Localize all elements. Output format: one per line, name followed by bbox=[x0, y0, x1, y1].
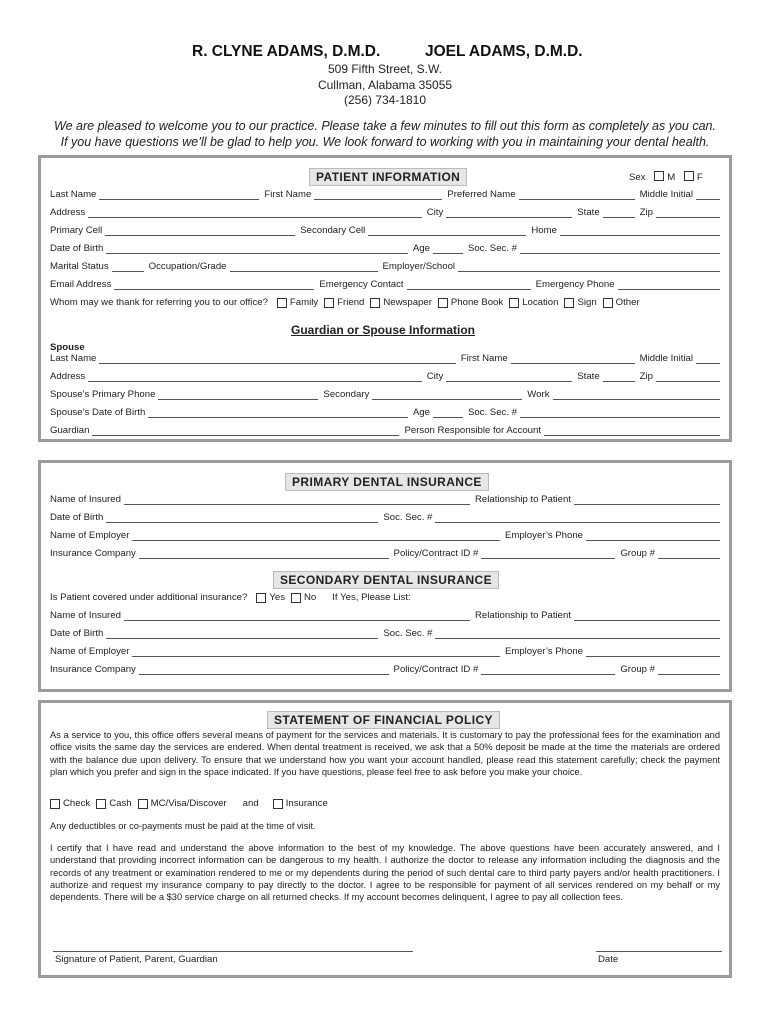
emergency-contact-field[interactable] bbox=[407, 280, 531, 290]
secondary-employer-field[interactable] bbox=[132, 647, 500, 657]
primary-ssn-label: Soc. Sec. # bbox=[383, 512, 433, 523]
patient-info-section bbox=[38, 155, 732, 442]
primary-employer-label: Name of Employer bbox=[50, 530, 130, 541]
pay-card[interactable]: MC/Visa/Discover bbox=[132, 797, 227, 811]
city-label: City bbox=[426, 207, 444, 218]
last-name-field[interactable] bbox=[99, 190, 259, 200]
spouse-age-field[interactable] bbox=[433, 408, 463, 418]
primary-cell-field[interactable] bbox=[105, 226, 295, 236]
welcome-message bbox=[0, 118, 770, 150]
first-name-field[interactable] bbox=[314, 190, 442, 200]
primary-relationship-label: Relationship to Patient bbox=[475, 494, 571, 505]
checkbox-icon[interactable] bbox=[370, 298, 380, 308]
spouse-secondary-field[interactable] bbox=[372, 390, 522, 400]
checkbox-icon[interactable] bbox=[256, 593, 266, 603]
referral-family[interactable]: Family bbox=[271, 296, 318, 310]
checkbox-icon[interactable] bbox=[324, 298, 334, 308]
ssn-field[interactable] bbox=[520, 244, 720, 254]
sex-m-checkbox[interactable] bbox=[654, 171, 664, 181]
patient-info-title: PATIENT INFORMATION bbox=[309, 168, 467, 186]
welcome-line-2: If you have questions we’ll be glad to help you. We look forward to working with you in maintaining your dental health. bbox=[60, 135, 710, 149]
spouse-state-label: State bbox=[577, 371, 600, 382]
row-secondary-dob bbox=[50, 627, 720, 641]
secondary-employer-phone-field[interactable] bbox=[586, 647, 720, 657]
row-primary-dob bbox=[50, 511, 720, 525]
dentist-name-2: JOEL ADAMS, D.M.D. bbox=[425, 43, 583, 60]
referral-question: Whom may we thank for referring you to our office? bbox=[50, 297, 268, 308]
checkbox-icon[interactable] bbox=[96, 799, 106, 809]
pay-cash[interactable]: Cash bbox=[90, 797, 131, 811]
spouse-zip-label: Zip bbox=[639, 371, 653, 382]
if-yes-label: If Yes, Please List: bbox=[332, 592, 411, 603]
street-address: 509 Fifth Street, S.W. bbox=[327, 62, 443, 76]
checkbox-icon[interactable] bbox=[564, 298, 574, 308]
marital-status-label: Marital Status bbox=[50, 261, 109, 272]
row-dob bbox=[50, 242, 720, 256]
row-referral bbox=[50, 296, 720, 310]
spouse-middle-initial-label: Middle Initial bbox=[639, 353, 693, 364]
primary-policy-field[interactable] bbox=[481, 549, 615, 559]
secondary-cell-label: Secondary Cell bbox=[300, 225, 366, 236]
email-label: Email Address bbox=[50, 279, 112, 290]
primary-group-label: Group # bbox=[620, 548, 655, 559]
primary-name-insured-field[interactable] bbox=[124, 495, 470, 505]
state-field[interactable] bbox=[603, 208, 635, 218]
row-name bbox=[50, 188, 720, 202]
spouse-work-label: Work bbox=[527, 389, 550, 400]
primary-relationship-field[interactable] bbox=[574, 495, 720, 505]
row-secondary-employer bbox=[50, 645, 720, 659]
practice-phone: (256) 734-1810 bbox=[343, 93, 427, 107]
referral-other[interactable]: Other bbox=[597, 296, 640, 310]
pay-insurance[interactable]: Insurance bbox=[273, 797, 328, 811]
primary-ssn-field[interactable] bbox=[435, 513, 720, 523]
secondary-name-insured-label: Name of Insured bbox=[50, 610, 121, 621]
primary-group-field[interactable] bbox=[658, 549, 720, 559]
secondary-employer-label: Name of Employer bbox=[50, 646, 130, 657]
signature-line[interactable] bbox=[53, 950, 413, 952]
emergency-phone-label: Emergency Phone bbox=[535, 279, 615, 290]
emergency-contact-label: Emergency Contact bbox=[319, 279, 404, 290]
secondary-relationship-field[interactable] bbox=[574, 611, 720, 621]
primary-employer-field[interactable] bbox=[132, 531, 500, 541]
primary-insurance-title: PRIMARY DENTAL INSURANCE bbox=[285, 473, 489, 491]
row-spouse-address bbox=[50, 370, 720, 384]
checkbox-icon[interactable] bbox=[273, 799, 283, 809]
spouse-age-label: Age bbox=[412, 407, 430, 418]
referral-location[interactable]: Location bbox=[503, 296, 558, 310]
spouse-middle-initial-field[interactable] bbox=[696, 354, 720, 364]
secondary-group-label: Group # bbox=[620, 664, 655, 675]
age-label: Age bbox=[412, 243, 430, 254]
secondary-ssn-label: Soc. Sec. # bbox=[383, 628, 433, 639]
row-secondary-question bbox=[50, 591, 720, 605]
secondary-name-insured-field[interactable] bbox=[124, 611, 470, 621]
dentist-name-1: R. CLYNE ADAMS, D.M.D. bbox=[192, 43, 381, 60]
spouse-last-name-field[interactable] bbox=[99, 354, 455, 364]
primary-employer-phone-field[interactable] bbox=[586, 531, 720, 541]
spouse-last-name-label: Last Name bbox=[50, 353, 97, 364]
secondary-dob-label: Date of Birth bbox=[50, 628, 104, 639]
referral-newspaper[interactable]: Newspaper bbox=[364, 296, 432, 310]
spouse-zip-field[interactable] bbox=[656, 372, 720, 382]
secondary-employer-phone-label: Employer’s Phone bbox=[504, 646, 583, 657]
row-primary-company bbox=[50, 547, 720, 561]
preferred-name-field[interactable] bbox=[519, 190, 635, 200]
date-line[interactable] bbox=[596, 950, 722, 952]
spouse-state-field[interactable] bbox=[603, 372, 635, 382]
row-spouse-name bbox=[50, 352, 720, 366]
practice-address bbox=[0, 62, 770, 109]
deductibles-note: Any deductibles or co-payments must be paid at the time of visit. bbox=[50, 821, 316, 831]
occupation-field[interactable] bbox=[230, 262, 378, 272]
financial-policy-section bbox=[38, 700, 732, 978]
row-guardian bbox=[50, 424, 720, 438]
secondary-ssn-field[interactable] bbox=[435, 629, 720, 639]
spouse-ssn-field[interactable] bbox=[520, 408, 720, 418]
referral-sign[interactable]: Sign bbox=[558, 296, 596, 310]
checkbox-icon[interactable] bbox=[291, 593, 301, 603]
guardian-label: Guardian bbox=[50, 425, 90, 436]
row-secondary-insured bbox=[50, 609, 720, 623]
date-label: Date bbox=[598, 954, 619, 965]
spouse-city-field[interactable] bbox=[446, 372, 572, 382]
additional-no[interactable]: No bbox=[285, 591, 316, 605]
secondary-company-label: Insurance Company bbox=[50, 664, 136, 675]
primary-dob-field[interactable] bbox=[106, 513, 378, 523]
secondary-relationship-label: Relationship to Patient bbox=[475, 610, 571, 621]
certification-paragraph: I certify that I have read and understand the above information to the best of my knowledge. The above questions have been accurately answered, and I understand that providing incorrect information can be dangerous to my health. I authorize the doctor to release any information including the diagnosis and the records of any treatment or examination rendered to me or my dependents during the period of such dental care to third party payers and/or health practitioners. I authorize and request my insurance company to pay directly to the doctor. I agree to be responsible for payment of all services rendered on my behalf or my dependents. There will be a $30 service charge on all returned checks. If my account becomes delinquent, I agree to pay all collection fees. bbox=[50, 843, 720, 903]
city-field[interactable] bbox=[446, 208, 572, 218]
secondary-policy-field[interactable] bbox=[481, 665, 615, 675]
primary-name-insured-label: Name of Insured bbox=[50, 494, 121, 505]
pay-check[interactable]: Check bbox=[50, 797, 90, 811]
row-secondary-company bbox=[50, 663, 720, 677]
secondary-cell-field[interactable] bbox=[368, 226, 526, 236]
checkbox-icon[interactable] bbox=[438, 298, 448, 308]
row-marital bbox=[50, 260, 720, 274]
state-label: State bbox=[577, 207, 600, 218]
welcome-line-1: We are pleased to welcome you to our practice. Please take a few minutes to fill out this form as completely as you can. bbox=[54, 119, 716, 133]
guardian-title: Guardian or Spouse Information bbox=[291, 323, 476, 337]
spouse-label: Spouse bbox=[50, 342, 85, 353]
zip-field[interactable] bbox=[656, 208, 720, 218]
occupation-label: Occupation/Grade bbox=[148, 261, 227, 272]
primary-employer-phone-label: Employer’s Phone bbox=[504, 530, 583, 541]
sex-f-checkbox[interactable] bbox=[684, 171, 694, 181]
employer-field[interactable] bbox=[458, 262, 720, 272]
secondary-insurance-title: SECONDARY DENTAL INSURANCE bbox=[273, 571, 499, 589]
primary-company-label: Insurance Company bbox=[50, 548, 136, 559]
spouse-first-name-field[interactable] bbox=[511, 354, 635, 364]
email-field[interactable] bbox=[114, 280, 314, 290]
secondary-group-field[interactable] bbox=[658, 665, 720, 675]
address-label: Address bbox=[50, 207, 86, 218]
middle-initial-field[interactable] bbox=[696, 190, 720, 200]
spouse-city-label: City bbox=[426, 371, 444, 382]
insurance-section bbox=[38, 460, 732, 692]
checkbox-icon[interactable] bbox=[277, 298, 287, 308]
first-name-label: First Name bbox=[264, 189, 312, 200]
preferred-name-label: Preferred Name bbox=[447, 189, 516, 200]
checkbox-icon[interactable] bbox=[50, 799, 60, 809]
additional-insurance-question: Is Patient covered under additional insurance? bbox=[50, 592, 248, 603]
spouse-work-field[interactable] bbox=[553, 390, 720, 400]
row-primary-employer bbox=[50, 529, 720, 543]
ssn-label: Soc. Sec. # bbox=[467, 243, 517, 254]
checkbox-icon[interactable] bbox=[603, 298, 613, 308]
sex-f-label: F bbox=[696, 172, 703, 183]
checkbox-icon[interactable] bbox=[138, 799, 148, 809]
dob-label: Date of Birth bbox=[50, 243, 104, 254]
responsible-label: Person Responsible for Account bbox=[404, 425, 541, 436]
row-address bbox=[50, 206, 720, 220]
home-phone-field[interactable] bbox=[560, 226, 720, 236]
secondary-dob-field[interactable] bbox=[106, 629, 378, 639]
responsible-field[interactable] bbox=[544, 426, 720, 436]
last-name-label: Last Name bbox=[50, 189, 97, 200]
spouse-address-field[interactable] bbox=[88, 372, 422, 382]
and-label: and bbox=[242, 798, 259, 809]
age-field[interactable] bbox=[433, 244, 463, 254]
checkbox-icon[interactable] bbox=[509, 298, 519, 308]
zip-label: Zip bbox=[639, 207, 653, 218]
additional-yes[interactable]: Yes bbox=[250, 591, 285, 605]
employer-label: Employer/School bbox=[382, 261, 456, 272]
row-payment-options bbox=[50, 797, 720, 811]
emergency-phone-field[interactable] bbox=[618, 280, 720, 290]
sex-selector bbox=[629, 171, 703, 183]
spouse-secondary-label: Secondary bbox=[323, 389, 370, 400]
referral-friend[interactable]: Friend bbox=[318, 296, 364, 310]
sex-m-label: M bbox=[667, 172, 676, 183]
signature-label: Signature of Patient, Parent, Guardian bbox=[55, 954, 218, 965]
sex-label: Sex bbox=[629, 172, 646, 183]
primary-dob-label: Date of Birth bbox=[50, 512, 104, 523]
middle-initial-label: Middle Initial bbox=[639, 189, 693, 200]
spouse-first-name-label: First Name bbox=[460, 353, 508, 364]
primary-company-field[interactable] bbox=[139, 549, 389, 559]
primary-policy-label: Policy/Contract ID # bbox=[393, 548, 479, 559]
primary-cell-label: Primary Cell bbox=[50, 225, 103, 236]
spouse-address-label: Address bbox=[50, 371, 86, 382]
guardian-field[interactable] bbox=[92, 426, 399, 436]
city-state-zip: Cullman, Alabama 35055 bbox=[317, 77, 453, 92]
spouse-primary-phone-field[interactable] bbox=[158, 390, 318, 400]
row-email bbox=[50, 278, 720, 292]
secondary-policy-label: Policy/Contract ID # bbox=[393, 664, 479, 675]
row-spouse-phones bbox=[50, 388, 720, 402]
spouse-dob-field[interactable] bbox=[148, 408, 408, 418]
row-primary-insured bbox=[50, 493, 720, 507]
financial-policy-paragraph: As a service to you, this office offers several means of payment for the services and materials. It is customary to pay the professional fees for the examination and office visits the same day the services are endered. When dental treatment is received, we ask that a 50% deposit be made at the time the materials are ordered with the balance due upon delivery. To ensure that we understand how you want your account handled, please read this statement carefully; check the payment plan which you prefer and sign in the space indicated. If you have questions, please feel free to ask before you make your choice. bbox=[50, 730, 720, 777]
spouse-ssn-label: Soc. Sec. # bbox=[467, 407, 517, 418]
dob-field[interactable] bbox=[106, 244, 408, 254]
secondary-company-field[interactable] bbox=[139, 665, 389, 675]
spouse-dob-label: Spouse’s Date of Birth bbox=[50, 407, 146, 418]
spouse-primary-phone-label: Spouse’s Primary Phone bbox=[50, 389, 156, 400]
home-phone-label: Home bbox=[531, 225, 557, 236]
row-spouse-dob bbox=[50, 406, 720, 420]
referral-phonebook[interactable]: Phone Book bbox=[432, 296, 503, 310]
address-field[interactable] bbox=[88, 208, 422, 218]
marital-status-field[interactable] bbox=[112, 262, 144, 272]
row-phones bbox=[50, 224, 720, 238]
financial-policy-title: STATEMENT OF FINANCIAL POLICY bbox=[267, 711, 500, 729]
